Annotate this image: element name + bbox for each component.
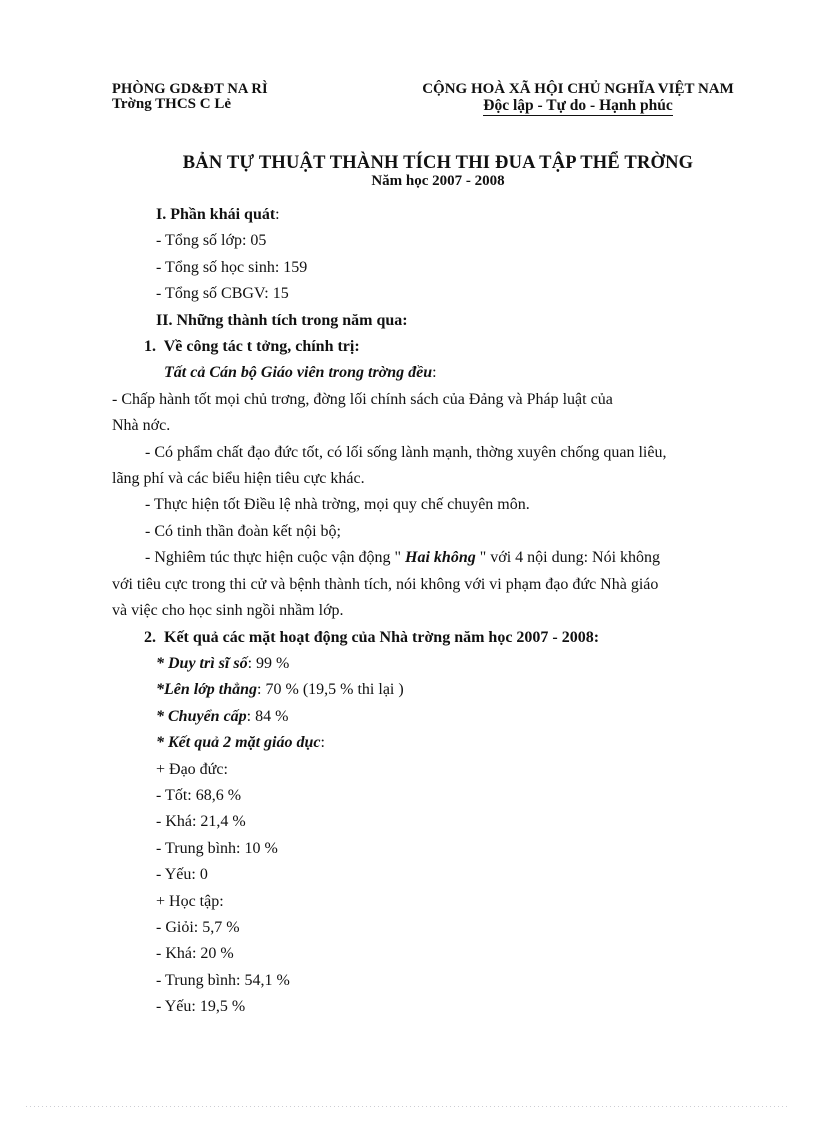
list-item: - Tổng số học sinh: 159 [156,258,308,276]
scan-artifact-rule [26,1106,790,1107]
document-body [112,202,764,1021]
quote-paragraph-line: và việc cho học sinh ngồi nhầm lớp. [112,602,344,620]
department-name: PHÒNG GD&ĐT NA RÌ [112,81,268,97]
quote-paragraph-line: - Nghiêm túc thực hiện cuộc vận động " Hai không " với 4 nội dung: Nói không [145,549,661,567]
section-2-heading: II. Những thành tích trong năm qua: [156,311,408,329]
group-title: + Đạo đức: [156,760,228,778]
paragraph-line: - Có tinh thần đoàn kết nội bộ; [145,522,341,540]
paragraph-line: - Có phẩm chất đạo đức tốt, có lối sống lành mạnh, thờng xuyên chống quan liêu, [145,443,667,461]
group-title: + Học tập: [156,892,224,910]
group-row: - Yếu: 0 [156,866,208,884]
group-row: - Trung bình: 10 % [156,839,278,857]
school-year-subtitle: Năm học 2007 - 2008 [371,173,505,190]
national-heading-block [392,82,764,116]
group-row: - Giỏi: 5,7 % [156,918,240,936]
document-header [112,82,764,116]
subsection-2-heading: 2. Kết quả các mặt hoạt động của Nhà trờng năm học 2007 - 2008: [144,628,600,646]
school-name: Trờng THCS C Lẻ [112,96,232,113]
paragraph-line: - Chấp hành tốt mọi chủ trơng, đờng lối chính sách của Đảng và Pháp luật của [112,390,613,408]
country-name: CỘNG HOÀ XÃ HỘI CHỦ NGHĨA VIỆT NAM [422,81,734,97]
paragraph-line: - Thực hiện tốt Điều lệ nhà trờng, mọi quy chế chuyên môn. [145,496,530,514]
list-item: - Tổng số CBGV: 15 [156,285,289,303]
national-motto: Độc lập - Tự do - Hạnh phúc [483,98,672,116]
group-row: - Khá: 21,4 % [156,813,246,831]
list-item: - Tổng số lớp: 05 [156,232,267,250]
stat-line: * Kết quả 2 mặt giáo dục: [156,734,325,752]
group-row: - Yếu: 19,5 % [156,998,246,1016]
quote-paragraph-line: với tiêu cực trong thi cử và bệnh thành tích, nói không với vi phạm đạo đức Nhà giáo [112,575,659,593]
title-block [112,154,764,190]
stat-line: * Duy trì sĩ số: 99 % [156,654,290,672]
group-row: - Trung bình: 54,1 % [156,971,290,989]
subsection-1-heading: 1. Về công tác t tởng, chính trị: [144,338,360,356]
group-row: - Tốt: 68,6 % [156,786,242,804]
page-title: BẢN TỰ THUẬT THÀNH TÍCH THI ĐUA TẬP THỂ TRỜNG [182,153,694,173]
issuing-office-block [112,82,382,113]
paragraph-line: lãng phí và các biểu hiện tiêu cực khác. [112,470,365,488]
paragraph-line: Nhà nớc. [112,417,171,435]
group-row: - Khá: 20 % [156,945,234,963]
section-1-heading: I. Phần khái quát: [156,206,280,223]
subsection-1-lead: Tất cả Cán bộ Giáo viên trong trờng đều: [164,364,437,382]
stat-line: *Lên lớp thẳng: 70 % (19,5 % thi lại ) [156,681,404,699]
stat-line: * Chuyển cấp: 84 % [156,707,289,725]
